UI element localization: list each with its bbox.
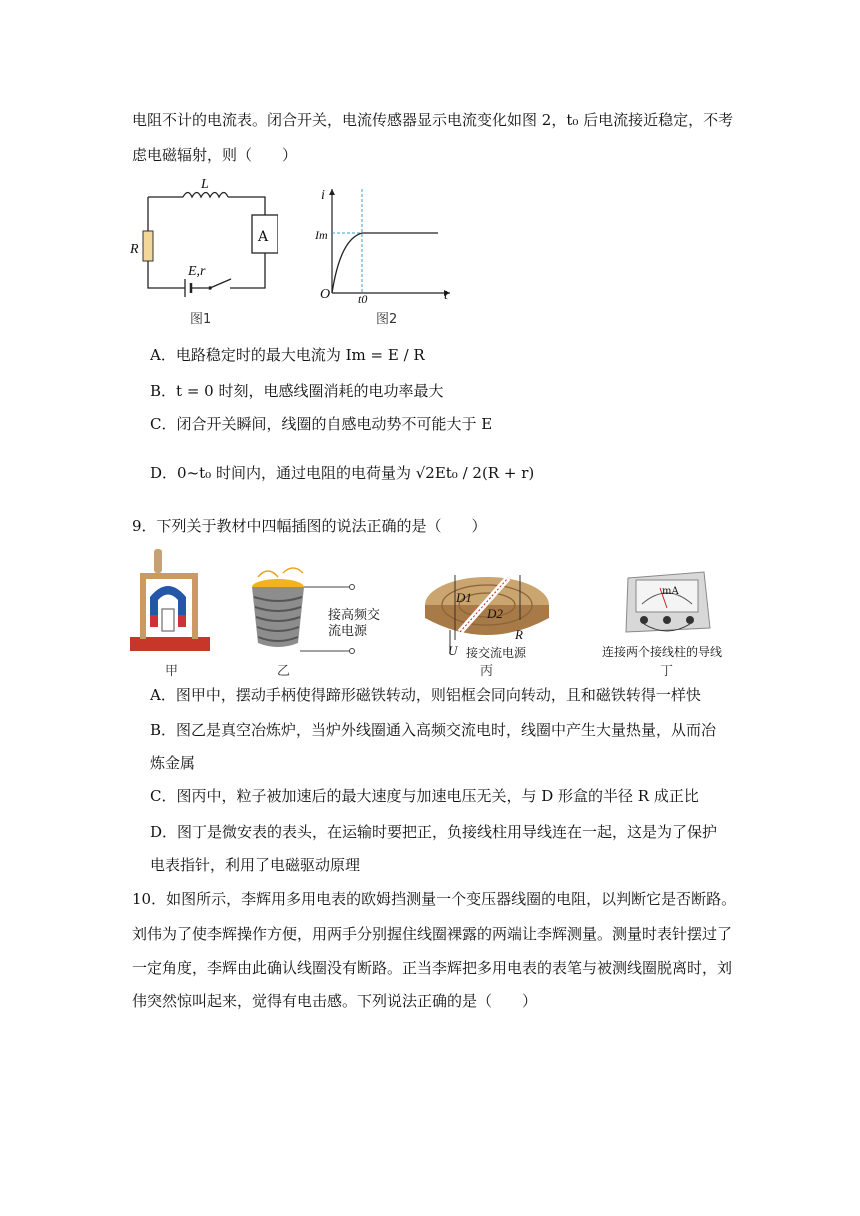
q8-stem-line-1: 电阻不计的电流表。闭合开关，电流传感器显示电流变化如图 2，t₀ 后电流接近稳定，不考 (132, 111, 734, 129)
q9-yi-label-1: 接高频交 (328, 608, 381, 623)
q9-bing-label: 接交流电源 (466, 646, 527, 660)
q9-figure-ding (620, 568, 715, 640)
q9-stem: 9．下列关于教材中四幅插图的说法正确的是（ ） (132, 517, 487, 535)
q8-option-b: B．t = 0 时刻，电感线圈消耗的电功率最大 (150, 382, 444, 400)
q9-d2-label: D2 (487, 606, 503, 621)
source-label: E,r (188, 264, 206, 279)
graph-t0-label: t0 (358, 292, 368, 306)
q9-u-label: U (448, 643, 458, 658)
q9-option-b: B．图乙是真空冶炼炉，当炉外线圈通入高频交流电时，线圈中产生大量热量，从而冶 (150, 721, 717, 739)
q9-caption-bing: 丙 (480, 664, 494, 679)
q9-caption-ding: 丁 (660, 664, 674, 679)
fig1-caption: 图1 (190, 312, 212, 327)
resistor-label: R (130, 242, 139, 257)
fig2-caption: 图2 (376, 312, 398, 327)
graph-x-label: t (444, 288, 448, 303)
q8-option-a: A．电路稳定时的最大电流为 Im = E / R (150, 346, 425, 364)
q8-current-graph (310, 185, 455, 300)
q10-line-3: 一定角度，李辉由此确认线圈没有断路。正当李辉把多用电表的表笔与被测线圈脱离时，刘 (132, 959, 733, 977)
q10-line-2: 刘伟为了使李辉操作方便，用两手分别握住线圈裸露的两端让李辉测量。测量时表针摆过了 (132, 925, 733, 943)
graph-im-label: Im (315, 228, 328, 242)
q9-ding-label: 连接两个接线柱的导线 (602, 645, 723, 659)
q9-r-label: R (515, 627, 523, 642)
inductor-label: L (201, 177, 209, 192)
q8-stem-line-2: 虑电磁辐射，则（ ） (132, 146, 298, 164)
q8-option-c: C．闭合开关瞬间，线圈的自感电动势不可能大于 E (150, 415, 493, 433)
graph-y-label: i (321, 188, 325, 203)
q9-d1-label: D1 (456, 590, 472, 605)
q10-line-1: 10．如图所示，李辉用多用电表的欧姆挡测量一个变压器线圈的电阻，以判断它是否断路。 (132, 890, 737, 908)
ammeter-label: A (258, 229, 269, 245)
graph-origin-label: O (320, 287, 331, 302)
q9-caption-jia: 甲 (165, 664, 179, 679)
q8-option-d: D．0~t₀ 时间内，通过电阻的电荷量为 √2Et₀ / 2(R + r) (150, 464, 535, 482)
q9-option-a: A．图甲中，摆动手柄使得蹄形磁铁转动，则铝框会同向转动，且和磁铁转得一样快 (150, 686, 701, 704)
q9-option-c: C．图丙中，粒子被加速后的最大速度与加速电压无关，与 D 形盒的半径 R 成正比 (150, 787, 699, 805)
q9-caption-yi: 乙 (277, 664, 291, 679)
q9-option-d: D．图丁是微安表的表头，在运输时要把正，负接线柱用导线连在一起，这是为了保护 (150, 823, 718, 841)
q9-option-d-cont: 电表指针，利用了电磁驱动原理 (150, 856, 361, 874)
q10-line-4: 伟突然惊叫起来，觉得有电击感。下列说法正确的是（ ） (132, 992, 538, 1010)
q9-option-b-cont: 炼金属 (150, 754, 196, 772)
q9-figure-jia (128, 545, 213, 660)
q9-meter-unit: mA (662, 586, 679, 597)
q9-yi-label-2: 流电源 (328, 624, 368, 639)
